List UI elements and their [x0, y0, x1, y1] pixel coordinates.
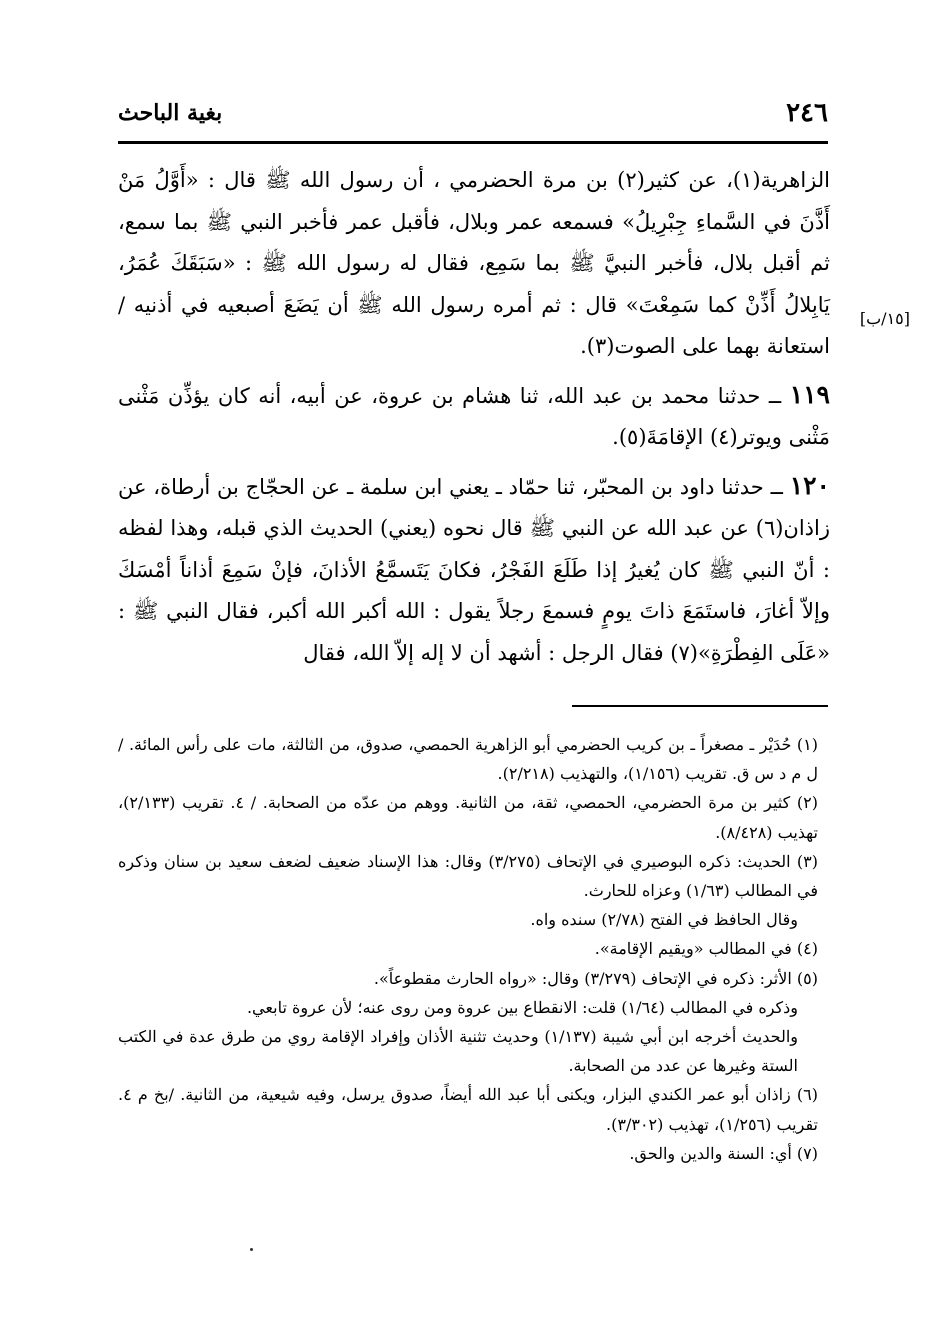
footnote-7: (٧) أي: السنة والدين والحق.	[629, 1143, 818, 1163]
footnote-3-continued: وقال الحافظ في الفتح (٢/٧٨) سنده واه.	[530, 910, 798, 930]
footnote-5: (٥) الأثر: ذكره في الإتحاف (٣/٢٧٩) وقال: «رواه الحارث مقطوعاً».	[373, 968, 818, 988]
footnote-5-continued-2: والحديث أخرجه ابن أبي شيبة (١/١٣٧) وحديث تثنية الأذان وإفراد الإقامة روي من طرق عدة في الكتب الستة وغيرها عن عدد من الصحابة.	[118, 1027, 798, 1076]
footnote-2: (٢) كثير بن مرة الحضرمي، الحمصي، ثقة، من الثانية. ووهم من عدّه من الصحابة. / ٤. تقريب (٢/١٣٣)، تهذيب (٨/٤٢٨).	[118, 793, 818, 842]
hadith-120	[118, 465, 830, 675]
hadith-119	[118, 374, 830, 459]
footnote-5-continued: وذكره في المطالب (١/٦٤) قلت: الانقطاع بين عروة ومن روى عنه؛ لأن عروة تابعي.	[246, 997, 798, 1017]
hadith-text: ــ حدثنا داود بن المحبّر، ثنا حمّاد ـ يعني ابن سلمة ـ عن الحجّاج بن أرطاة، عن زاذان(٦) عن عبد الله عن النبي ﷺ قال نحوه (يعني) الحديث الذي قبله، وهذا لفظه : أنّ النبي ﷺ كان يُغيرُ إذا طَلَعَ الفَجْرُ، فكانَ يَتَسمَّعُ الأذانَ، فإنْ سَمِعَ أذاناً أمْسَكَ وإلاّ أغارَ، فاستَمَعَ ذاتَ يومٍ فسمعَ رجلاً يقول : الله أكبر الله أكبر، فقال النبي ﷺ : «عَلَى الفِطْرَةِ»(٧) فقال الرجل : أشهد أن لا إله إلاّ الله، فقال	[118, 474, 830, 665]
footnote-6: (٦) زاذان أبو عمر الكندي البزار، ويكنى أبا عبد الله أيضاً، صدوق يرسل، وفيه شيعية، من الثانية. /بخ م ٤. تقريب (١/٢٥٦)، تهذيب (٣/٣٠٢).	[118, 1085, 818, 1134]
footnote-1: (١) حُدَيْر ـ مصغراً ـ بن كريب الحضرمي أبو الزاهرية الحمصي، صدوق، من الثالثة، مات على رأس المائة. /ل م د س ق. تقريب (١/١٥٦)، والتهذيب (٢/٢١٨).	[118, 735, 818, 784]
manuscript-folio-note: [١٥/ب]	[859, 309, 910, 328]
page-number: ٢٤٦	[786, 98, 828, 128]
header-rule	[118, 141, 828, 144]
main-text	[118, 160, 830, 674]
footnotes	[118, 730, 818, 1168]
hadith-text: ــ حدثنا محمد بن عبد الله، ثنا هشام بن عروة، عن أبيه، أنه كان يؤذِّن مَثْنى مَثْنى ويوتر(٤) الإقامَةَ(٥).	[118, 383, 830, 449]
scan-speck	[250, 1248, 253, 1251]
footnote-separator	[572, 705, 828, 707]
footnote-3: (٣) الحديث: ذكره البوصيري في الإتحاف (٣/٢٧٥) وقال: هذا الإسناد ضعيف لضعف سعيد بن سنان وذكره في المطالب (١/٦٣) وعزاه للحارث.	[118, 851, 818, 901]
book-title: بغية الباحث	[118, 100, 223, 126]
hadith-number: ١١٩	[789, 379, 830, 409]
hadith-number: ١٢٠	[789, 470, 830, 500]
paragraph-continuation: الزاهرية(١)، عن كثير(٢) بن مرة الحضرمي ، أن رسول الله ﷺ قال : «أَوَّلُ مَنْ أَذَّنَ في السَّماءِ جِبْرِيلُ» فسمعه عمر وبلال، فأقبل عمر فأخبر النبي ﷺ بما سمع، ثم أقبل بلال، فأخبر النبيَّ ﷺ بما سَمِع، فقال له رسول الله ﷺ : «سَبَقَكَ عُمَرُ، يَابِلالُ أَذِّنْ كما سَمِعْتَ» قال : ثم أمره رسول الله ﷺ أن يَضَعَ أصبعيه في أذنيه / استعانة بهما على الصوت(٣).	[118, 168, 830, 358]
footnote-4: (٤) في المطالب «ويقيم الإقامة».	[594, 939, 818, 959]
page-header	[118, 96, 828, 136]
